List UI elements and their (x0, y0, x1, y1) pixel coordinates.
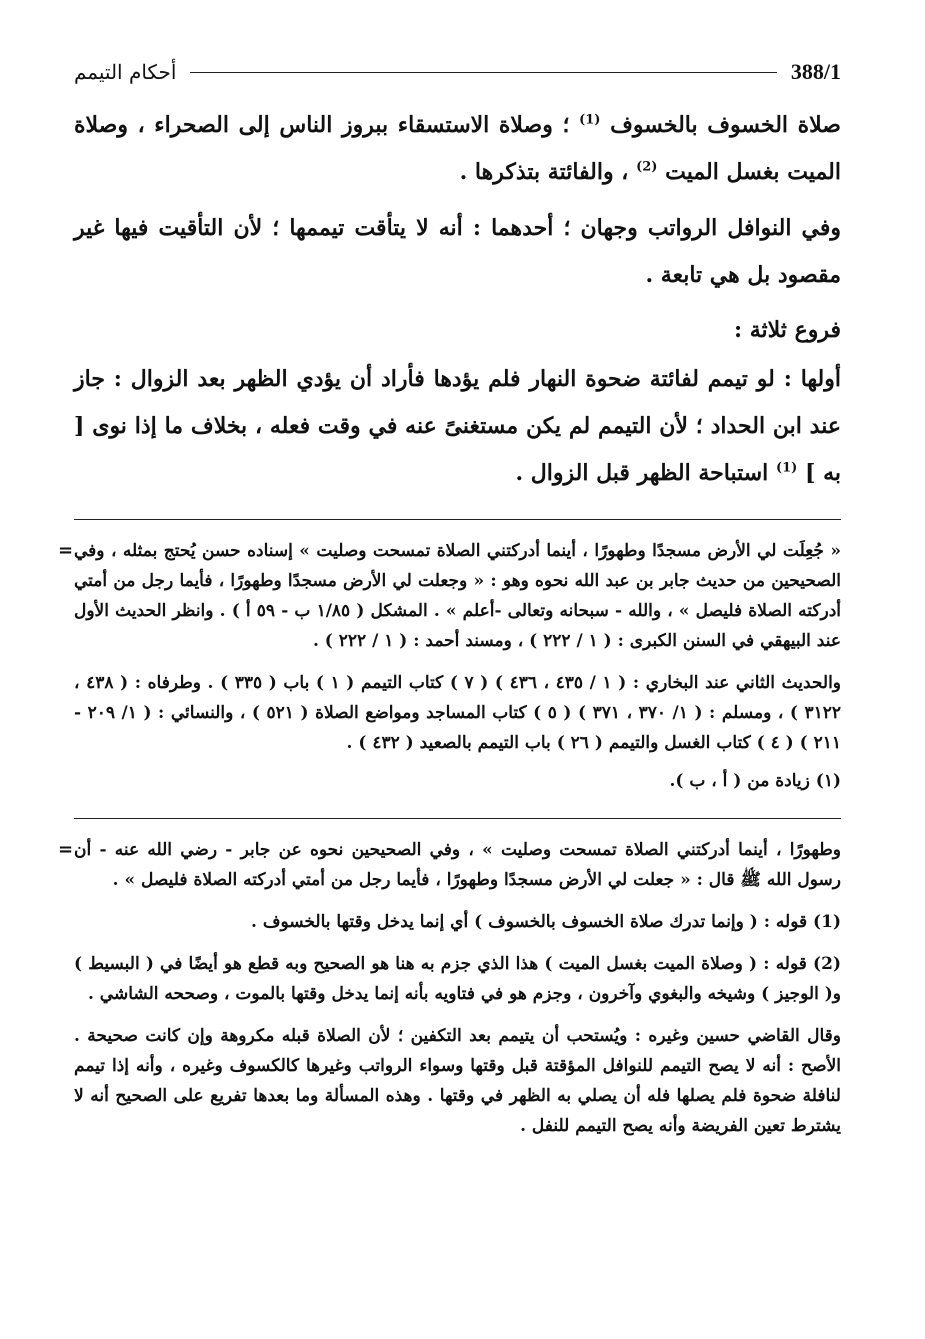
footnote-continuation-2: والحديث الثاني عند البخاري : ( ١ / ٤٣٥ ، ٤٣٦ ) ( ٧ ) كتاب التيمم ( ١ ) باب ( ٣٣٥ ) . وطرفاه : ( ٤٣٨ ، ٣١٢٢ ) ، ومسلم : ( ١/ ٣٧٠ ، ٣٧١ ) ( ٥ ) كتاب المساجد ومواضع الصلاة ( ٥٢١ ) ، والنسائي : ( ١/ ٢٠٩ - ٢١١ ) ( ٤ ) كتاب الغسل والتيمم ( ٢٦ ) باب التيمم بالصعيد ( ٤٣٢ ) . (74, 673, 842, 753)
paragraph-1-part-a: صلاة الخسوف بالخسوف (610, 112, 841, 138)
commentary-continuation-text: وطهورًا ، أينما أدركتني الصلاة تمسحت وصليت » ، وفي الصحيحين نحوه عن جابر - رضي الله عنه - أن رسول الله ﷺ قال : « جعلت لي الأرض مسجدًا وطهورًا ، فأيما رجل من أمتي أدركته الصلاة فليصل » . (74, 840, 841, 890)
footnote-1: (١) زيادة من ( أ ، ب ). (669, 771, 841, 791)
running-title: أحكام التيمم (74, 60, 177, 84)
note-ref-2: (2) (636, 159, 658, 175)
footnote-separator-2 (74, 818, 841, 819)
commentary-note-1: (1) قوله : ( وإنما تدرك صلاة الخسوف بالخسوف ) أي إنما يدخل وقتها بالخسوف . (251, 912, 841, 932)
paragraph-3 (74, 356, 841, 497)
footnote-continuation-1 (58, 536, 841, 656)
continuation-marker-2: = (58, 839, 74, 860)
paragraph-3-part-a: لو تيمم لفائتة ضحوة النهار فلم يؤدها فأراد أن يؤدي الظهر بعد الزوال : جاز عند ابن الحداد ؛ لأن التيمم لم يكن مستغنىً عنه في وقت فعله ، بخلاف ما إذا نوى [ به ] (74, 366, 841, 486)
note-ref-1: (1) (579, 112, 601, 128)
commentary-note-3: وقال القاضي حسين وغيره : ويُستحب أن يتيمم بعد التكفين ؛ لأن الصلاة قبله مكروهة وإن كانت صحيحة . الأصح : أنه لا يصح التيمم للنوافل المؤقتة قبل وقتها وسواء الرواتب وغيرها كالكسوف وغيره ، وأنه إذا تيمم لنافلة ضحوة فلم يصلها فله أن يصلي به الظهر في وقتها . وهذه المسألة وما بعدها تفريع على الصحيح أنه لا يشترط تعين الفريضة وأنه يصح التيمم للنفل . (74, 1026, 841, 1136)
section-title: فروع ثلاثة : (733, 317, 841, 343)
footnotes-block-2 (58, 835, 841, 1141)
paragraph-2: وفي النوافل الرواتب وجهان ؛ أحدهما : أنه لا يتأقت تيممها ؛ لأن التأقيت فيها غير مقصود بل هي تابعة . (74, 215, 841, 288)
paragraph-1 (74, 102, 841, 196)
note-ref-3: (1) (775, 460, 798, 476)
running-header (74, 52, 841, 92)
paragraph-3-part-b: استباحة الظهر قبل الزوال . (515, 460, 769, 486)
paragraph-1-part-b: ؛ وصلاة الاستسقاء ببروز الناس إلى الصحراء ، وصلاة الميت بغسل الميت (74, 112, 841, 185)
paragraph-1-part-c: ، والفائتة بتذكرها . (459, 159, 629, 185)
commentary-note-2: (2) قوله : ( وصلاة الميت بغسل الميت ) هذا الذي جزم به هنا هو الصحيح وبه قطع هو أيضًا في ( البسيط ) و( الوجيز ) وشيخه والبغوي وآخرون ، وجزم هو في فتاويه بأنه إنما يدخل وقتها بالموت ، وصححه الشاشي . (74, 954, 841, 1004)
footnotes-block-1 (58, 536, 842, 796)
continuation-marker-1: = (58, 540, 74, 561)
page-number: 388/1 (790, 59, 841, 84)
footnote-separator-1 (74, 519, 841, 520)
paragraph-3-lead: أولها : (783, 366, 841, 392)
commentary-continuation (58, 835, 841, 895)
header-rule (190, 72, 776, 73)
main-text (74, 102, 841, 497)
footnote-continuation-1-text: « جُعِلَت لي الأرض مسجدًا وطهورًا ، أينما أدركتني الصلاة تمسحت وصليت » إسناده حسن يُحتج بمثله ، وفي الصحيحين من حديث جابر بن عبد الله نحوه وهو : « وجعلت لي الأرض مسجدًا وطهورًا ، فأيما رجل من أمتي أدركته الصلاة فليصل » ، والله - سبحانه وتعالى -أعلم » . المشكل ( ١/٨٥ ب - ٥٩ أ ) . وانظر الحديث الأول عند البيهقي في السنن الكبرى : ( ١ / ٢٢٢ ) ، ومسند أحمد : ( ١ / ٢٢٢ ) . (74, 541, 841, 651)
